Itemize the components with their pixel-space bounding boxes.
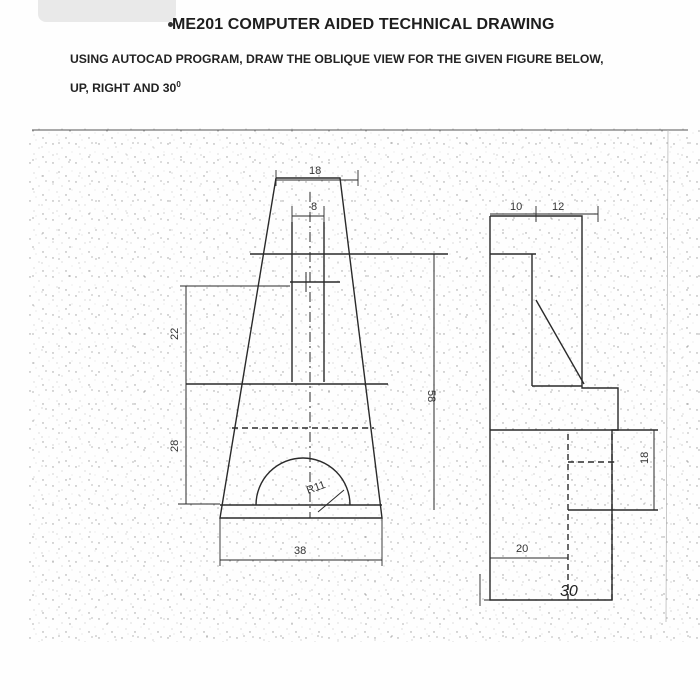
document-title: ME201 COMPUTER AIDED TECHNICAL DRAWING bbox=[172, 16, 555, 33]
dim-r11-label: R11 bbox=[304, 478, 328, 497]
dim-18-label: 18 bbox=[309, 165, 322, 177]
dim-10-label: 10 bbox=[510, 201, 523, 213]
dim-30-label: 30 bbox=[560, 583, 578, 600]
dim-28-label: 28 bbox=[169, 439, 181, 452]
dim-58-label: 58 bbox=[425, 390, 437, 403]
previous-page-tab bbox=[38, 0, 176, 22]
dim-12-label: 12 bbox=[552, 201, 565, 213]
dim-38-label: 38 bbox=[294, 545, 307, 557]
instruction-line-1: USING AUTOCAD PROGRAM, DRAW THE OBLIQUE VIEW FOR THE GIVEN FIGURE BELOW, bbox=[70, 52, 604, 66]
dim-22-label: 22 bbox=[169, 327, 181, 340]
dim-8-label: 8 bbox=[311, 201, 318, 213]
technical-drawing bbox=[28, 122, 700, 642]
degree-superscript: 0 bbox=[176, 80, 181, 89]
instruction-line-2-text: UP, RIGHT AND 30 bbox=[70, 81, 177, 96]
scan-noise-layer-2 bbox=[28, 128, 700, 642]
dim-20-label: 20 bbox=[516, 543, 529, 555]
instruction-line-2 bbox=[70, 80, 181, 95]
dim-18-right-label: 18 bbox=[639, 451, 651, 464]
